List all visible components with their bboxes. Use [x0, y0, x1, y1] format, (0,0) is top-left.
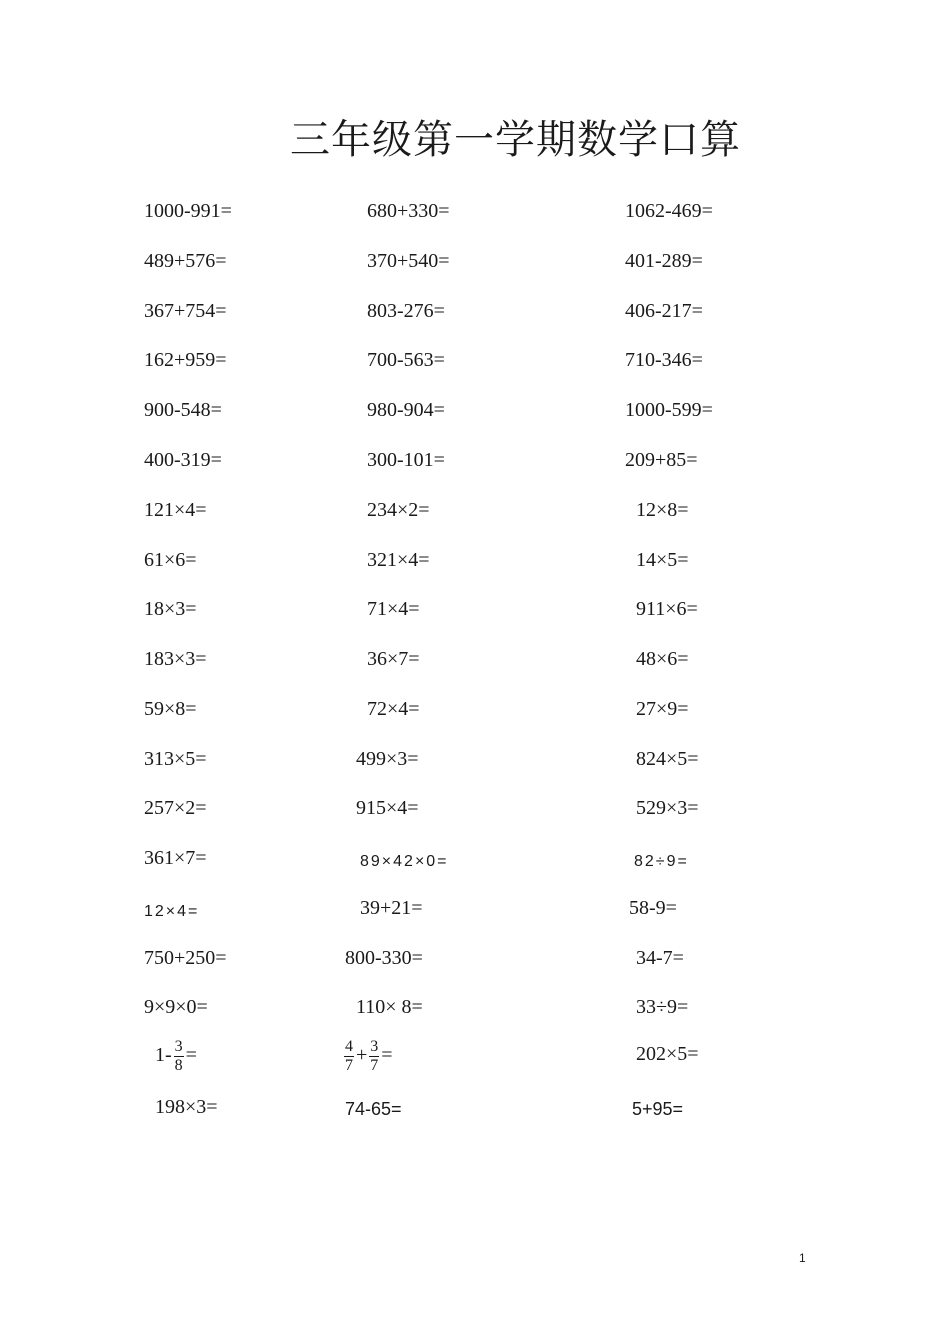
fraction	[369, 1038, 379, 1075]
problem: 61×6=	[144, 549, 197, 571]
problem: 406-217=	[625, 300, 703, 322]
problem: 198×3=	[155, 1096, 218, 1118]
problem: 321×4=	[367, 549, 430, 571]
problem: 202×5=	[636, 1043, 699, 1065]
problem: 1000-599=	[625, 399, 713, 421]
problem: 110× 8=	[356, 996, 423, 1018]
problem: 915×4=	[356, 797, 419, 819]
problem: 48×6=	[636, 648, 689, 670]
problem: 499×3=	[356, 748, 419, 770]
problem: 82÷9=	[634, 853, 689, 870]
plus-sign: +	[356, 1044, 368, 1067]
fraction	[344, 1038, 354, 1075]
denominator: 7	[370, 1057, 379, 1074]
problem: 71×4=	[367, 598, 420, 620]
problem: 5+95=	[632, 1099, 684, 1119]
problem: 980-904=	[367, 399, 445, 421]
problem: 824×5=	[636, 748, 699, 770]
problem: 370+540=	[367, 250, 450, 272]
problem: 361×7=	[144, 847, 207, 869]
problem: 257×2=	[144, 797, 207, 819]
problem: 27×9=	[636, 698, 689, 720]
problem: 710-346=	[625, 349, 703, 371]
problem: 183×3=	[144, 648, 207, 670]
problem: 1062-469=	[625, 200, 713, 222]
problem: 59×8=	[144, 698, 197, 720]
problem: 74-65=	[345, 1099, 402, 1119]
problem: 209+85=	[625, 449, 698, 471]
problem: 36×7=	[367, 648, 420, 670]
problem: 58-9=	[629, 897, 677, 919]
problem: 750+250=	[144, 947, 227, 969]
fraction-problem	[155, 1038, 197, 1075]
problem: 400-319=	[144, 449, 222, 471]
problem: 121×4=	[144, 499, 207, 521]
problem: 89×42×0=	[360, 853, 449, 870]
problem: 529×3=	[636, 797, 699, 819]
problem: 162+959=	[144, 349, 227, 371]
problem: 14×5=	[636, 549, 689, 571]
fraction	[174, 1038, 184, 1075]
denominator: 7	[345, 1057, 353, 1074]
problem: 900-548=	[144, 399, 222, 421]
equals-sign: =	[381, 1044, 393, 1067]
problem: 800-330=	[345, 947, 423, 969]
problem: 367+754=	[144, 300, 227, 322]
problem: 39+21=	[360, 897, 423, 919]
problem-lead: 1-	[155, 1044, 172, 1067]
numerator: 3	[370, 1038, 379, 1055]
problem: 911×6=	[636, 598, 698, 620]
problem: 34-7=	[636, 947, 684, 969]
problem: 12×8=	[636, 499, 689, 521]
problem: 33÷9=	[636, 996, 689, 1018]
problem: 401-289=	[625, 250, 703, 272]
numerator: 3	[174, 1038, 183, 1055]
problem: 700-563=	[367, 349, 445, 371]
problem: 300-101=	[367, 449, 445, 471]
problem: 18×3=	[144, 598, 197, 620]
problem: 234×2=	[367, 499, 430, 521]
problem: 803-276=	[367, 300, 445, 322]
equals-sign: =	[185, 1044, 197, 1067]
problem: 313×5=	[144, 748, 207, 770]
problem: 72×4=	[367, 698, 420, 720]
fraction-problem	[342, 1038, 393, 1075]
problem: 9×9×0=	[144, 996, 208, 1018]
problem: 12×4=	[144, 903, 200, 920]
problem: 680+330=	[367, 200, 450, 222]
page-number: 1	[799, 1251, 806, 1265]
problem: 1000-991=	[144, 200, 232, 222]
numerator: 4	[345, 1038, 353, 1055]
problem: 489+576=	[144, 250, 227, 272]
denominator: 8	[174, 1057, 183, 1074]
page-title: 三年级第一学期数学口算	[290, 117, 741, 163]
